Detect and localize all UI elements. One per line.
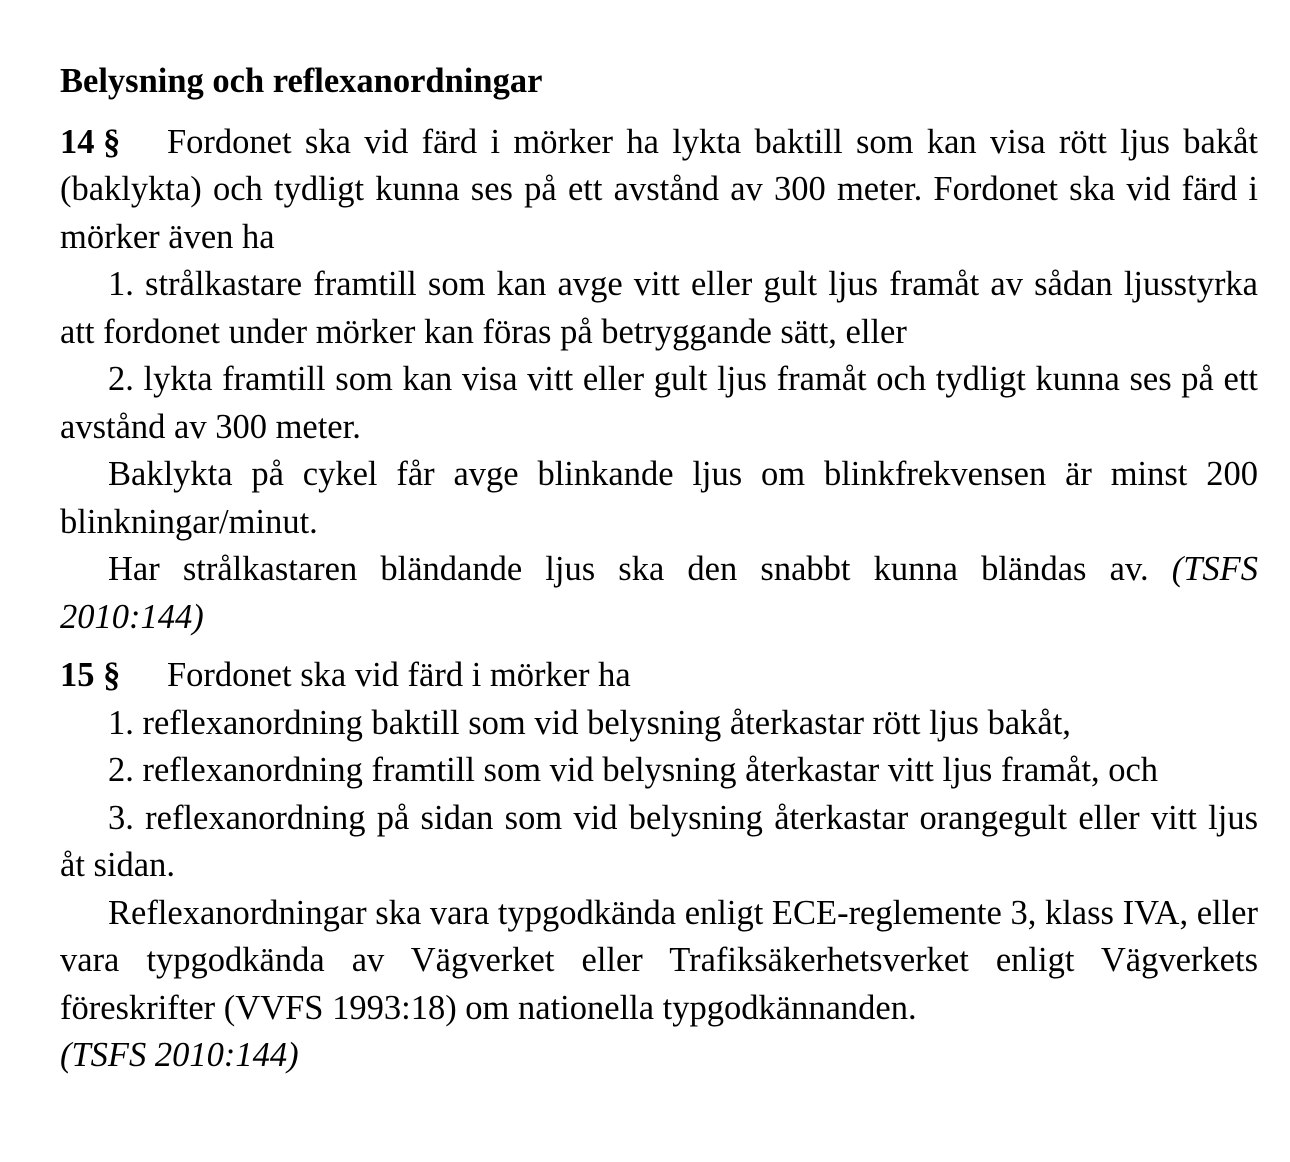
paragraph-15-item-1: 1. reflexanordning baktill som vid belysning återkastar rött ljus bakåt,: [108, 703, 1071, 742]
statute-reference: (TSFS 2010:144): [60, 550, 1258, 636]
paragraph-14-item-2: 2. lykta framtill som kan visa vitt eller gult ljus framåt och tydligt kunna ses på ett avstånd av 300 meter.: [60, 360, 1258, 446]
section-number-15: 15 §: [60, 656, 121, 694]
paragraph-14-item-1: 1. strålkastare framtill som kan avge vitt eller gult ljus framåt av sådan ljusstyrka att fordonet under mörker kan föras på betryggande sätt, eller: [60, 265, 1258, 351]
paragraph-15-text: Fordonet ska vid färd i mörker ha: [167, 656, 631, 694]
paragraph-15-last-text: Reflexanordningar ska vara typgodkända enligt ECE-reglemente 3, klass IVA, eller vara typgodkända av Vägverket eller Trafiksäkerhetsverket enligt Vägverkets föreskrifter (VVFS 1993:18) om nationella typgodkännanden.: [60, 893, 1258, 1027]
statute-reference: (TSFS 2010:144): [60, 1036, 299, 1074]
paragraph-14-intro: [60, 119, 1258, 262]
paragraph-14-baklykta: Baklykta på cykel får avge blinkande ljus om blinkfrekvensen är minst 200 blinkningar/minut.: [60, 455, 1258, 541]
paragraph-14-strålkastare: [60, 546, 1258, 641]
paragraph-15-item-2: 2. reflexanordning framtill som vid belysning återkastar vitt ljus framåt, och: [108, 751, 1159, 789]
section-heading: Belysning och reflexanordningar: [60, 62, 543, 100]
paragraph-14-text: Fordonet ska vid färd i mörker ha lykta baktill som kan visa rött ljus bakåt (baklykta) och tydligt kunna ses på ett avstånd av 300 meter. Fordonet ska vid färd i mörker även ha: [60, 122, 1258, 256]
paragraph-15-item-3: 3. reflexanordning på sidan som vid belysning återkastar orangegult eller vitt ljus åt sidan.: [60, 798, 1258, 884]
paragraph-15: [60, 652, 1258, 1080]
document-page: [60, 58, 1258, 1091]
paragraph-15-reflex: [60, 890, 1258, 1080]
paragraph-15-intro: [60, 652, 1258, 700]
paragraph-14-last-text: Har strålkastaren bländande ljus ska den snabbt kunna bländas av.: [108, 550, 1149, 588]
section-number-14: 14 §: [60, 122, 121, 161]
paragraph-14: [60, 119, 1258, 642]
